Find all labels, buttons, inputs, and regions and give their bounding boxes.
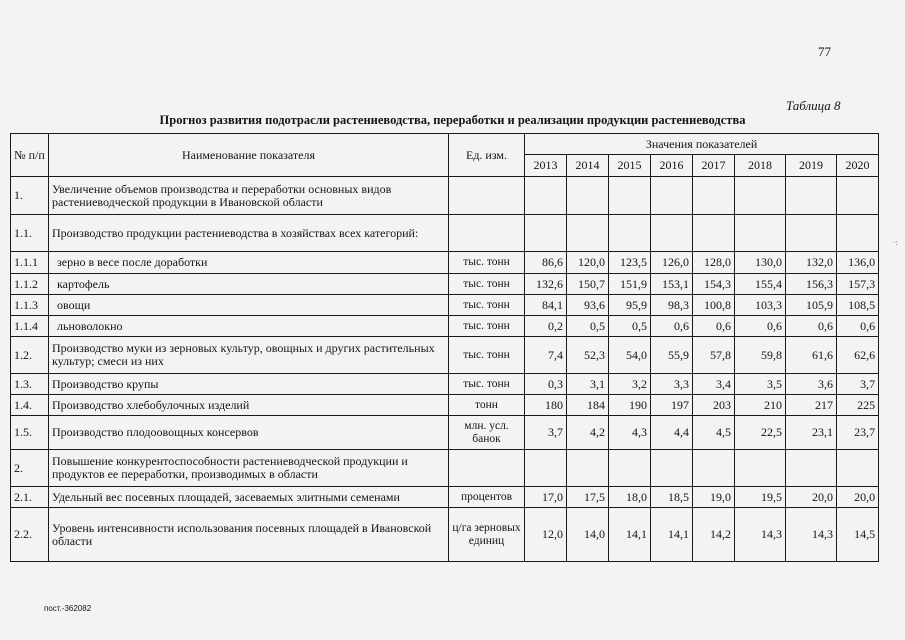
value-2016	[651, 450, 693, 487]
value-2014: 120,0	[567, 252, 609, 274]
value-2014: 93,6	[567, 295, 609, 316]
value-2018: 3,5	[735, 374, 786, 395]
value-2016: 98,3	[651, 295, 693, 316]
value-2015: 18,0	[609, 487, 651, 508]
row-number: 2.	[11, 450, 49, 487]
table-row	[11, 252, 879, 274]
row-number: 1.3.	[11, 374, 49, 395]
value-2018: 59,8	[735, 337, 786, 374]
value-2014: 150,7	[567, 274, 609, 295]
value-2018	[735, 450, 786, 487]
table-body	[11, 177, 879, 562]
value-2020	[837, 450, 879, 487]
value-2014	[567, 215, 609, 252]
indicator-name: Производство крупы	[49, 374, 449, 395]
table-row	[11, 395, 879, 416]
value-2015: 151,9	[609, 274, 651, 295]
unit-cell	[449, 215, 525, 252]
value-2016: 126,0	[651, 252, 693, 274]
value-2018: 103,3	[735, 295, 786, 316]
table-row	[11, 416, 879, 450]
header-year-2017: 2017	[693, 155, 735, 177]
value-2015	[609, 177, 651, 215]
value-2017	[693, 450, 735, 487]
row-number: 2.1.	[11, 487, 49, 508]
value-2020: 14,5	[837, 508, 879, 562]
value-2014	[567, 450, 609, 487]
value-2014: 3,1	[567, 374, 609, 395]
header-unit: Ед. изм.	[449, 134, 525, 177]
table-row	[11, 337, 879, 374]
value-2015: 95,9	[609, 295, 651, 316]
row-number: 1.1.4	[11, 316, 49, 337]
value-2017	[693, 215, 735, 252]
value-2019: 61,6	[786, 337, 837, 374]
value-2018: 210	[735, 395, 786, 416]
indicator-name: Увеличение объемов производства и переработки основных видов растениеводческой продукции в Ивановской области	[49, 177, 449, 215]
value-2016: 18,5	[651, 487, 693, 508]
value-2016: 197	[651, 395, 693, 416]
value-2015: 123,5	[609, 252, 651, 274]
row-number: 1.2.	[11, 337, 49, 374]
value-2018: 19,5	[735, 487, 786, 508]
header-values-group: Значения показателей	[525, 134, 879, 155]
value-2019: 23,1	[786, 416, 837, 450]
value-2013: 180	[525, 395, 567, 416]
header-num: № п/п	[11, 134, 49, 177]
header-year-2014: 2014	[567, 155, 609, 177]
table-row	[11, 487, 879, 508]
value-2018: 0,6	[735, 316, 786, 337]
value-2017: 154,3	[693, 274, 735, 295]
table-row	[11, 215, 879, 252]
value-2015	[609, 215, 651, 252]
header-year-2019: 2019	[786, 155, 837, 177]
value-2015: 190	[609, 395, 651, 416]
indicator-name: Уровень интенсивности использования посевных площадей в Ивановской области	[49, 508, 449, 562]
value-2019	[786, 215, 837, 252]
row-number: 1.1.2	[11, 274, 49, 295]
row-number: 1.1.1	[11, 252, 49, 274]
value-2017: 14,2	[693, 508, 735, 562]
header-year-2016: 2016	[651, 155, 693, 177]
row-number: 1.5.	[11, 416, 49, 450]
header-year-2020: 2020	[837, 155, 879, 177]
indicator-name: Производство продукции растениеводства в хозяйствах всех категорий:	[49, 215, 449, 252]
value-2019	[786, 450, 837, 487]
value-2020: 136,0	[837, 252, 879, 274]
value-2018	[735, 177, 786, 215]
table-row	[11, 177, 879, 215]
unit-cell: млн. усл. банок	[449, 416, 525, 450]
unit-cell: тыс. тонн	[449, 274, 525, 295]
value-2016	[651, 215, 693, 252]
value-2018: 155,4	[735, 274, 786, 295]
indicator-name: Удельный вес посевных площадей, засеваемых элитными семенами	[49, 487, 449, 508]
value-2015	[609, 450, 651, 487]
value-2015: 4,3	[609, 416, 651, 450]
value-2016: 4,4	[651, 416, 693, 450]
value-2014: 14,0	[567, 508, 609, 562]
value-2013: 132,6	[525, 274, 567, 295]
value-2013: 0,2	[525, 316, 567, 337]
value-2020: 3,7	[837, 374, 879, 395]
value-2019: 105,9	[786, 295, 837, 316]
unit-cell	[449, 450, 525, 487]
value-2013: 7,4	[525, 337, 567, 374]
value-2020: 225	[837, 395, 879, 416]
value-2014: 184	[567, 395, 609, 416]
table-row	[11, 295, 879, 316]
value-2015: 54,0	[609, 337, 651, 374]
value-2013: 3,7	[525, 416, 567, 450]
indicator-name: картофель	[49, 274, 449, 295]
value-2016: 55,9	[651, 337, 693, 374]
value-2020: 20,0	[837, 487, 879, 508]
indicator-name: льноволокно	[49, 316, 449, 337]
value-2017: 19,0	[693, 487, 735, 508]
value-2016: 3,3	[651, 374, 693, 395]
footnote: пост.-362082	[44, 604, 92, 613]
value-2013: 17,0	[525, 487, 567, 508]
unit-cell: тыс. тонн	[449, 374, 525, 395]
indicator-name: зерно в весе после доработки	[49, 252, 449, 274]
value-2019: 132,0	[786, 252, 837, 274]
row-number: 2.2.	[11, 508, 49, 562]
value-2019: 217	[786, 395, 837, 416]
unit-cell: процентов	[449, 487, 525, 508]
value-2016: 0,6	[651, 316, 693, 337]
value-2018: 14,3	[735, 508, 786, 562]
unit-cell: тыс. тонн	[449, 252, 525, 274]
value-2014: 0,5	[567, 316, 609, 337]
value-2017: 3,4	[693, 374, 735, 395]
value-2017: 128,0	[693, 252, 735, 274]
document-title: Прогноз развития подотрасли растениеводства, переработки и реализации продукции растениеводства	[159, 113, 746, 127]
value-2014: 17,5	[567, 487, 609, 508]
value-2017	[693, 177, 735, 215]
value-2015: 0,5	[609, 316, 651, 337]
header-row-top	[11, 134, 879, 155]
value-2020	[837, 177, 879, 215]
value-2018: 22,5	[735, 416, 786, 450]
value-2019: 14,3	[786, 508, 837, 562]
forecast-table	[10, 133, 879, 562]
value-2013: 84,1	[525, 295, 567, 316]
value-2014: 4,2	[567, 416, 609, 450]
unit-cell: тыс. тонн	[449, 337, 525, 374]
value-2017: 203	[693, 395, 735, 416]
value-2013	[525, 177, 567, 215]
value-2017: 100,8	[693, 295, 735, 316]
unit-cell: тыс. тонн	[449, 295, 525, 316]
page-number: 77	[818, 44, 831, 59]
scan-edge-mark: ·:	[893, 238, 898, 247]
value-2020: 23,7	[837, 416, 879, 450]
unit-cell: тыс. тонн	[449, 316, 525, 337]
row-number: 1.1.3	[11, 295, 49, 316]
value-2017: 4,5	[693, 416, 735, 450]
value-2019: 156,3	[786, 274, 837, 295]
value-2013: 86,6	[525, 252, 567, 274]
unit-cell	[449, 177, 525, 215]
value-2019: 0,6	[786, 316, 837, 337]
table-row	[11, 508, 879, 562]
value-2016: 14,1	[651, 508, 693, 562]
row-number: 1.4.	[11, 395, 49, 416]
header-name: Наименование показателя	[49, 134, 449, 177]
indicator-name: Производство плодоовощных консервов	[49, 416, 449, 450]
value-2019: 3,6	[786, 374, 837, 395]
row-number: 1.	[11, 177, 49, 215]
value-2019	[786, 177, 837, 215]
value-2016: 153,1	[651, 274, 693, 295]
value-2014: 52,3	[567, 337, 609, 374]
value-2013: 0,3	[525, 374, 567, 395]
value-2019: 20,0	[786, 487, 837, 508]
value-2020: 62,6	[837, 337, 879, 374]
value-2015: 14,1	[609, 508, 651, 562]
table-row	[11, 450, 879, 487]
table-row	[11, 374, 879, 395]
value-2018: 130,0	[735, 252, 786, 274]
header-year-2015: 2015	[609, 155, 651, 177]
table-row	[11, 316, 879, 337]
indicator-name: овощи	[49, 295, 449, 316]
indicator-name: Повышение конкурентоспособности растениеводческой продукции и продуктов ее переработки, производимых в области	[49, 450, 449, 487]
value-2018	[735, 215, 786, 252]
value-2017: 0,6	[693, 316, 735, 337]
value-2020: 0,6	[837, 316, 879, 337]
value-2017: 57,8	[693, 337, 735, 374]
header-year-2018: 2018	[735, 155, 786, 177]
indicator-name: Производство хлебобулочных изделий	[49, 395, 449, 416]
header-year-2013: 2013	[525, 155, 567, 177]
unit-cell: ц/га зерновых единиц	[449, 508, 525, 562]
value-2016	[651, 177, 693, 215]
row-number: 1.1.	[11, 215, 49, 252]
table-row	[11, 274, 879, 295]
value-2020	[837, 215, 879, 252]
value-2014	[567, 177, 609, 215]
value-2020: 108,5	[837, 295, 879, 316]
indicator-name: Производство муки из зерновых культур, овощных и других растительных культур; смеси из них	[49, 337, 449, 374]
value-2015: 3,2	[609, 374, 651, 395]
value-2013	[525, 215, 567, 252]
value-2013	[525, 450, 567, 487]
value-2013: 12,0	[525, 508, 567, 562]
unit-cell: тонн	[449, 395, 525, 416]
value-2020: 157,3	[837, 274, 879, 295]
table-label: Таблица 8	[786, 98, 841, 113]
